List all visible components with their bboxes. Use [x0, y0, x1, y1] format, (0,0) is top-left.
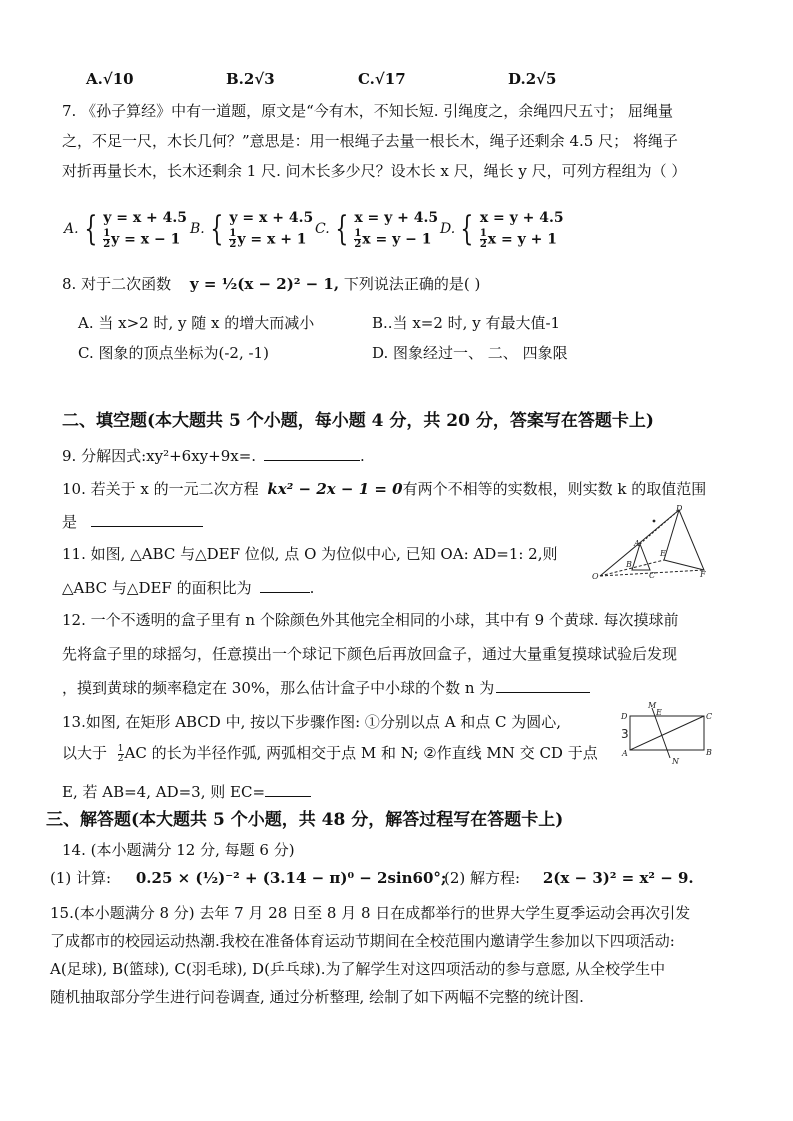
q10-answer-blank	[91, 512, 203, 527]
section-2-title: 二、填空题(本大题共 5 个小题，每小题 4 分，共 20 分，答案写在答题卡上)	[62, 411, 654, 431]
q13-rectangle-figure	[618, 702, 718, 792]
q7-line-1: 7. 《孙子算经》中有一道题，原文是“今有木，不知长短. 引绳度之，余绳四尺五寸； 屈绳量	[62, 102, 674, 120]
q13-line-3	[62, 782, 311, 802]
q14-part-2	[444, 868, 694, 888]
q13-label-b: B	[706, 748, 712, 757]
q6-option-a: A.√10	[86, 70, 134, 88]
q15-line-3: A(足球), B(篮球), C(羽毛球), D(乒乓球).为了解学生对这四项活动的参与意愿, 从全校学生中	[50, 960, 666, 978]
q11-similar-triangles-figure	[592, 504, 710, 580]
q7-option-c-eq2: x = y − 1	[362, 231, 432, 248]
q7-option-d-label: D.	[440, 221, 456, 238]
q6-option-d: D.2√5	[508, 70, 557, 88]
q8-stem-pre: 8. 对于二次函数	[62, 275, 172, 293]
q7-line-3: 对折再量长木，长木还剩余 1 尺. 问木长多少尺？设木长 x 尺，绳长 y 尺，可列方程组为（ ）	[62, 162, 687, 180]
q13-label-c: C	[706, 712, 713, 721]
q10-stem-post: 有两个不相等的实数根，则实数 k 的取值范围	[402, 480, 707, 498]
q7-option-a: A. { y = x + 4.5 $\frac{1}{2}$ y = x − 1	[64, 209, 187, 250]
q9-text: 9. 分解因式:xy²+6xy+9x=.	[62, 447, 257, 465]
q8-formula: y = ½(x − 2)² − 1,	[189, 275, 340, 293]
q12-line-3	[62, 678, 590, 698]
frac-num: 1	[354, 228, 362, 239]
q11-line-2-text: △ABC 与△DEF 的面积比为	[62, 579, 252, 597]
q13-label-m: M	[648, 702, 657, 710]
q11-label-e: E	[660, 549, 666, 558]
q6-option-c: C.√17	[358, 70, 406, 88]
q12-answer-blank	[496, 678, 590, 693]
q10-line-2-text: 是	[62, 513, 78, 531]
q7-option-d-eq2: x = y + 1	[487, 231, 557, 248]
q7-line-2: 之，不足一尺，木长几何？”意思是：用一根绳子去量一根长木，绳子还剩余 4.5 尺； 将绳子	[62, 132, 678, 150]
q8-option-d: D. 图象经过一、 二、 四象限	[372, 344, 568, 362]
q14-header: 14. (本小题满分 12 分, 每题 6 分)	[62, 841, 295, 859]
q9: 9. 分解因式:xy²+6xy+9x=. .	[62, 447, 365, 465]
frac-den: 2	[103, 239, 111, 250]
q7-option-b-label: B.	[190, 221, 205, 238]
q7-option-b-eq1: y = x + 4.5	[229, 210, 314, 226]
q14-part-2-label: (2) 解方程:	[444, 869, 521, 887]
q13-line-2-pre: 以大于	[62, 744, 108, 762]
q14-part-1	[50, 868, 446, 888]
q11-label-b: B	[626, 560, 632, 569]
q11-answer-blank	[260, 578, 310, 593]
q13-label-e: E	[656, 708, 662, 717]
q7-option-c-label: C.	[315, 221, 330, 238]
q13-line-1: 13.如图, 在矩形 ABCD 中, 按以下步骤作图: ①分别以点 A 和点 C 为圆心,	[62, 713, 562, 731]
q7-option-b: B. { y = x + 4.5 $\frac{1}{2}$ y = x + 1	[190, 209, 314, 250]
q11-line-1: 11. 如图, △ABC 与△DEF 位似, 点 O 为位似中心, 已知 OA: AD=1: 2,则	[62, 545, 558, 563]
frac-den: 2	[354, 239, 362, 250]
q7-option-a-eq1: y = x + 4.5	[103, 210, 187, 226]
q11-label-f: F	[700, 570, 706, 579]
frac-num: 1	[229, 228, 237, 239]
q7-option-a-label: A.	[64, 221, 79, 238]
q12-line-2: 先将盒子里的球摇匀，任意摸出一个球记下颜色后再放回盒子，通过大量重复摸球试验后发现	[62, 645, 678, 663]
q8-option-a: A. 当 x>2 时, y 随 x 的增大而减小	[78, 314, 315, 332]
q12-line-1: 12. 一个不透明的盒子里有 n 个除颜色外其他完全相同的小球，其中有 9 个黄球. 每次摸球前	[62, 611, 679, 629]
q8-stem	[62, 274, 480, 294]
q11-label-d: D	[676, 504, 683, 513]
q10-line-2	[62, 512, 203, 532]
q13-line-2	[62, 743, 598, 764]
q10-line-1	[62, 479, 706, 499]
q13-label-d: D	[621, 712, 628, 721]
q7-option-c: C. { x = y + 4.5 $\frac{1}{2}$ x = y − 1	[315, 209, 439, 250]
frac-num: 1	[479, 228, 487, 239]
q13-line-2-post: AC 的长为半径作弧, 两弧相交于点 M 和 N; ②作直线 MN 交 CD 于点	[124, 744, 598, 762]
q7-option-b-eq2: y = x + 1	[237, 231, 307, 248]
q11-label-a: A	[634, 539, 640, 548]
section-3-title: 三、解答题(本大题共 5 个小题，共 48 分，解答过程写在答题卡上)	[46, 810, 564, 830]
q8-option-c: C. 图象的顶点坐标为(-2, -1)	[78, 344, 269, 362]
frac-num: 1	[103, 228, 111, 239]
q15-line-4: 随机抽取部分学生进行问卷调查, 通过分析整理, 绘制了如下两幅不完整的统计图.	[50, 988, 584, 1006]
q14-part-1-formula: 0.25 × (½)⁻² + (3.14 − π)⁰ − 2sin60°;	[135, 869, 447, 887]
q8-option-b: B..当 x=2 时, y 有最大值-1	[372, 314, 561, 332]
q10-stem-pre: 10. 若关于 x 的一元二次方程	[62, 480, 259, 498]
q13-label-n: N	[672, 757, 679, 766]
q13-line-3-text: E, 若 AB=4, AD=3, 则 EC=	[62, 783, 266, 801]
q14-part-1-label: (1) 计算:	[50, 869, 112, 887]
q7-option-d-eq1: x = y + 4.5	[479, 210, 564, 226]
q11-line-2: △ABC 与△DEF 的面积比为 .	[62, 579, 315, 597]
q8-stem-post: 下列说法正确的是( )	[343, 275, 481, 293]
q7-option-d: D. { x = y + 4.5 $\frac{1}{2}$ x = y + 1	[440, 209, 564, 250]
q10-formula: kx² − 2x − 1 = 0	[267, 480, 403, 498]
q6-option-b: B.2√3	[226, 70, 275, 88]
q7-option-c-eq1: x = y + 4.5	[354, 210, 439, 226]
q13-half-fraction	[118, 745, 124, 764]
q13-answer-blank	[265, 782, 311, 797]
q11-label-c: C	[649, 571, 656, 580]
frac-den: 2	[479, 239, 487, 250]
q14-part-2-formula: 2(x − 3)² = x² − 9.	[542, 869, 694, 887]
frac-den: 2	[229, 239, 237, 250]
q13-side-label: 3	[621, 727, 629, 741]
q7-option-a-eq2: y = x − 1	[111, 231, 181, 248]
q13-label-a: A	[622, 749, 628, 758]
frac-num: 1	[117, 743, 124, 754]
q12-line-3-text: ，摸到黄球的频率稳定在 30%，那么估计盒子中小球的个数 n 为	[62, 679, 495, 697]
q9-answer-blank	[264, 446, 360, 461]
q15-line-1: 15.(本小题满分 8 分) 去年 7 月 28 日至 8 月 8 日在成都举行的世界大学生夏季运动会再次引发	[50, 904, 691, 922]
q11-label-o: O	[592, 572, 599, 580]
frac-den: 2	[117, 753, 124, 764]
q15-line-2: 了成都市的校园运动热潮.我校在准备体育运动节期间在全校范围内邀请学生参加以下四项活动:	[50, 932, 675, 950]
